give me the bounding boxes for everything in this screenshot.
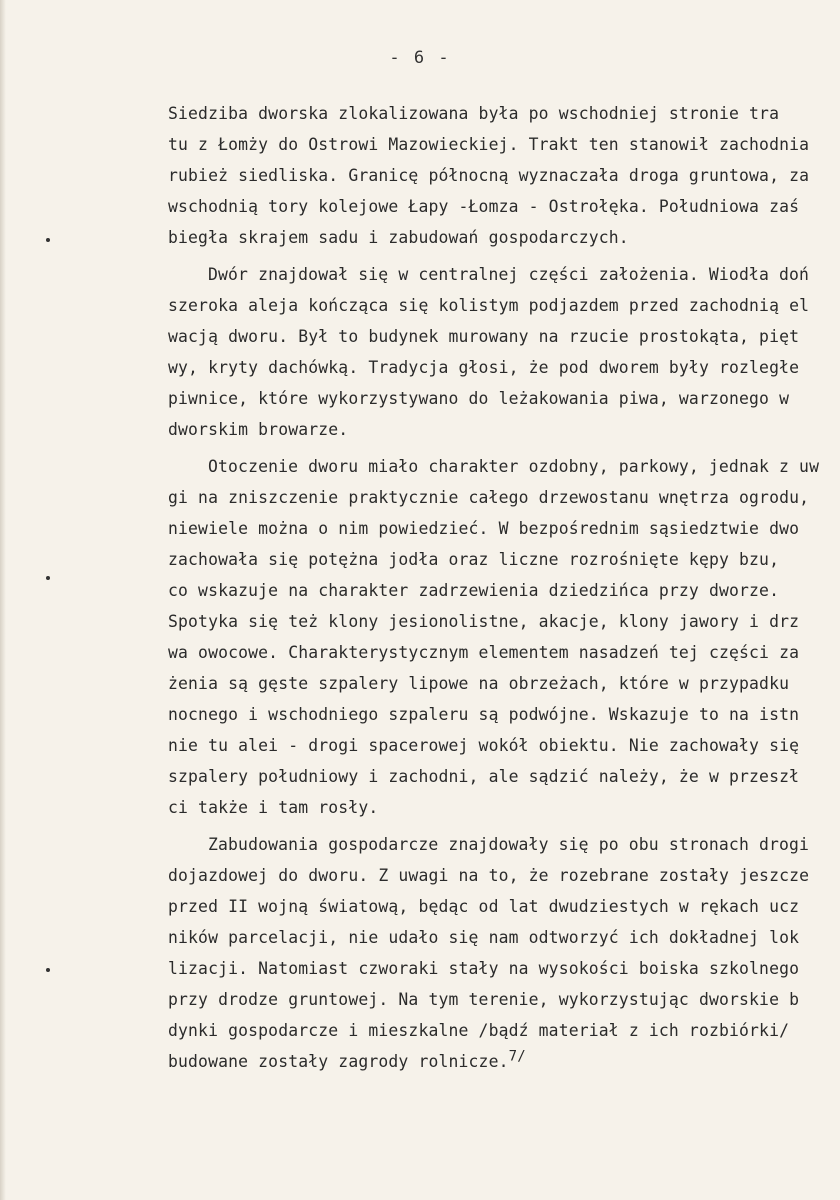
- text-line: dynki gospodarcze i mieszkalne /bądź materiał z ich rozbiórki/: [168, 1021, 790, 1040]
- text-line: zachowała się potężna jodła oraz liczne rozrośnięte kępy bzu,: [168, 550, 780, 569]
- text-line: lizacji. Natomiast czworaki stały na wysokości boiska szkolnego: [168, 959, 800, 978]
- text-line: dworskim browarze.: [168, 420, 349, 439]
- text-line: tu z Łomży do Ostrowi Mazowieckiej. Trakt ten stanowił zachodnia: [168, 135, 810, 154]
- punch-hole-mark: [46, 238, 50, 242]
- text-line: co wskazuje na charakter zadrzewienia dziedzińca przy dworze.: [168, 581, 780, 600]
- text-line: nocnego i wschodniego szpaleru są podwójne. Wskazuje to na istn: [168, 705, 800, 724]
- punch-hole-mark: [46, 576, 50, 580]
- text-line: ników parcelacji, nie udało się nam odtworzyć ich dokładnej lok: [168, 928, 800, 947]
- text-line: Spotyka się też klony jesionolistne, akacje, klony jawory i drz: [168, 612, 800, 631]
- page-number: - 6 -: [389, 48, 451, 68]
- body-text: [168, 98, 840, 1077]
- footnote-marker: 7/: [508, 1048, 526, 1065]
- text-line: szpalery południowy i zachodni, ale sądzić należy, że w przeszł: [168, 767, 800, 786]
- text-line: wy, kryty dachówką. Tradycja głosi, że pod dworem były rozległe: [168, 358, 800, 377]
- page-edge-shadow: [0, 0, 6, 1200]
- text-line: Zabudowania gospodarcze znajdowały się po obu stronach drogi: [208, 835, 810, 854]
- text-line: Dwór znajdował się w centralnej części założenia. Wiodła doń: [208, 265, 810, 284]
- text-line: piwnice, które wykorzystywano do leżakowania piwa, warzonego w: [168, 389, 790, 408]
- text-line: Otoczenie dworu miało charakter ozdobny, parkowy, jednak z uw: [208, 457, 820, 476]
- text-line: gi na zniszczenie praktycznie całego drzewostanu wnętrza ogrodu,: [168, 488, 810, 507]
- text-line: rubież siedliska. Granicę północną wyznaczała droga gruntowa, za: [168, 166, 810, 185]
- text-line: dojazdowej do dworu. Z uwagi na to, że rozebrane zostały jeszcze: [168, 866, 810, 885]
- text-line: wacją dworu. Był to budynek murowany na rzucie prostokąta, pięt: [168, 327, 800, 346]
- text-line: Siedziba dworska zlokalizowana była po wschodniej stronie tra: [168, 104, 780, 123]
- last-text-line: [168, 1046, 840, 1077]
- text-line: nie tu alei - drogi spacerowej wokół obiektu. Nie zachowały się: [168, 736, 800, 755]
- text-line: biegła skrajem sadu i zabudowań gospodarczych.: [168, 228, 629, 247]
- punch-hole-mark: [46, 968, 50, 972]
- text-line: żenia są gęste szpalery lipowe na obrzeżach, które w przypadku: [168, 674, 790, 693]
- text-line: wschodnią tory kolejowe Łapy -Łomza - Ostrołęka. Południowa zaś: [168, 197, 800, 216]
- text-line: ci także i tam rosły.: [168, 798, 379, 817]
- text-line: szeroka aleja kończąca się kolistym podjazdem przed zachodnią el: [168, 296, 810, 315]
- text-line-content: budowane zostały zagrody rolnicze.: [168, 1052, 509, 1071]
- text-line: wa owocowe. Charakterystycznym elementem nasadzeń tej części za: [168, 643, 800, 662]
- text-line: przed II wojną światową, będąc od lat dwudziestych w rękach ucz: [168, 897, 800, 916]
- text-line: niewiele można o nim powiedzieć. W bezpośrednim sąsiedztwie dwo: [168, 519, 800, 538]
- text-line: przy drodze gruntowej. Na tym terenie, wykorzystując dworskie b: [168, 990, 800, 1009]
